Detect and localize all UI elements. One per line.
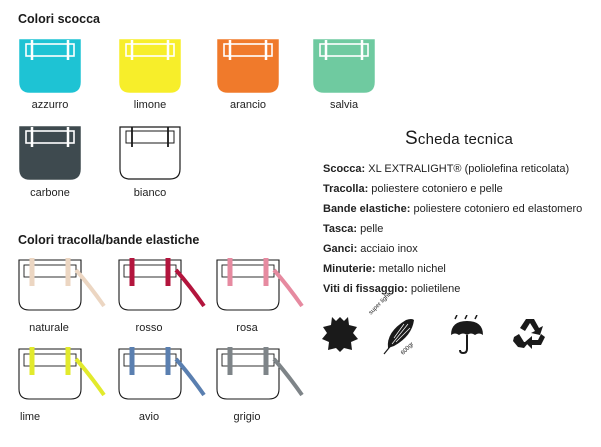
spec-value: acciaio inox	[357, 243, 418, 255]
strap-label-grigio: grigio	[233, 411, 261, 423]
spec-label: Tasca:	[323, 223, 358, 235]
section-title-shell: Colori scocca	[18, 12, 100, 26]
shell-label-limone: limone	[133, 99, 167, 111]
strap-label-rosa: rosa	[236, 322, 258, 334]
strap-label-naturale: naturale	[29, 322, 69, 334]
recycle-icon	[510, 315, 550, 358]
leather-icon	[320, 315, 360, 358]
spec-label: Bande elastiche:	[323, 203, 411, 215]
shell-swatch-bianco[interactable]	[118, 125, 182, 181]
umbrella-rain-icon	[447, 315, 487, 362]
strap-swatch-avio[interactable]	[118, 347, 208, 405]
shell-body	[20, 40, 80, 92]
shell-swatch-salvia[interactable]	[312, 38, 376, 94]
strap-label-avio: avio	[138, 411, 160, 423]
shell-label-bianco: bianco	[133, 187, 167, 199]
shell-swatch-arancio[interactable]	[216, 38, 280, 94]
strap-swatch-naturale[interactable]	[18, 258, 108, 316]
spec-row-tasca	[323, 219, 598, 239]
spec-value: polietilene	[407, 283, 461, 295]
spec-row-scocca	[323, 159, 598, 179]
spec-label: Ganci:	[323, 243, 358, 255]
spec-title-rest: cheda tecnica	[417, 131, 514, 148]
strap-swatch-rosa[interactable]	[216, 258, 306, 316]
spec-value: poliestere cotoniero ed elastomero	[410, 203, 583, 215]
spec-value: metallo nichel	[375, 263, 446, 275]
spec-value: pelle	[357, 223, 384, 235]
superlight-feather-icon	[372, 310, 422, 365]
strap-label-lime: lime	[20, 411, 41, 423]
spec-row-viti	[323, 279, 598, 299]
spec-title-initial: S	[405, 128, 418, 149]
spec-row-ganci	[323, 239, 598, 259]
shell-swatch-carbone[interactable]	[18, 125, 82, 181]
spec-label: Minuterie:	[323, 263, 376, 275]
spec-row-minuterie	[323, 259, 598, 279]
spec-list	[323, 159, 598, 299]
shell-label-arancio: arancio	[229, 99, 267, 111]
spec-label: Scocca:	[323, 163, 366, 175]
spec-value: XL EXTRALIGHT® (poliolefina reticolata)	[365, 163, 570, 175]
spec-title	[405, 128, 513, 150]
shell-label-azzurro: azzurro	[31, 99, 69, 111]
shell-label-salvia: salvia	[329, 99, 359, 111]
spec-row-bande	[323, 199, 598, 219]
spec-row-tracolla	[323, 179, 598, 199]
superlight-weight: 600gr	[400, 341, 416, 357]
strap-swatch-rosso[interactable]	[118, 258, 208, 316]
spec-label: Tracolla:	[323, 183, 369, 195]
superlight-text: super light	[368, 292, 392, 317]
section-title-strap: Colori tracolla/bande elastiche	[18, 233, 200, 247]
strap-swatch-lime[interactable]	[18, 347, 108, 405]
shell-label-carbone: carbone	[30, 187, 70, 199]
spec-label: Viti di fissaggio:	[323, 283, 408, 295]
strap-swatch-grigio[interactable]	[216, 347, 306, 405]
spec-value: poliestere cotoniero e pelle	[368, 183, 503, 195]
shell-swatch-azzurro[interactable]	[18, 38, 82, 94]
strap-label-rosso: rosso	[135, 322, 163, 334]
shell-swatch-limone[interactable]	[118, 38, 182, 94]
